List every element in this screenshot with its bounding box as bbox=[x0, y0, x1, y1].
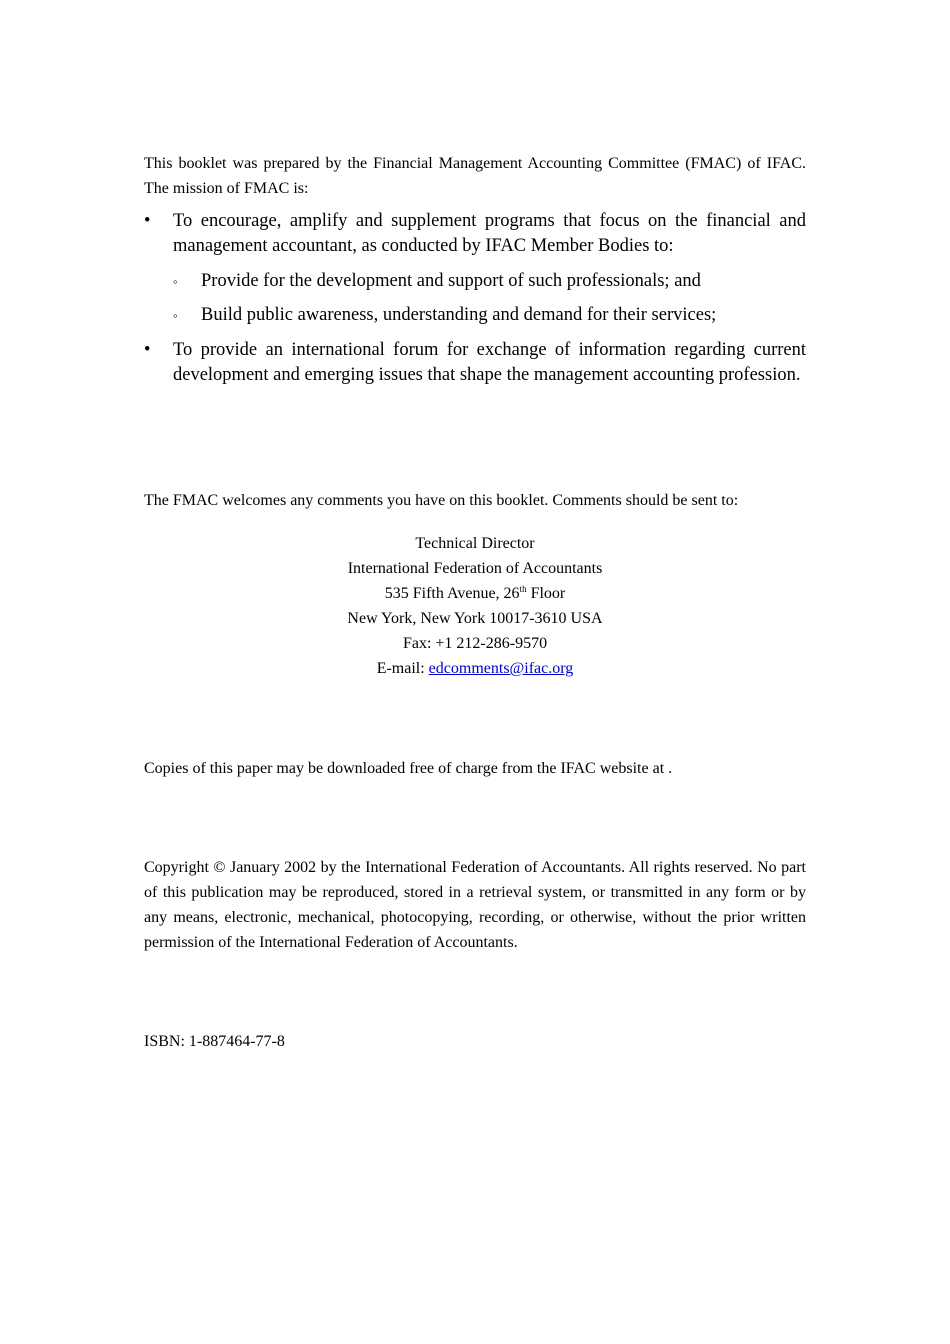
sub-bullet-icon: ◦ bbox=[173, 274, 178, 289]
contact-address bbox=[144, 531, 806, 681]
comments-invitation: The FMAC welcomes any comments you have on this booklet. Comments should be sent to: bbox=[144, 492, 739, 509]
mission-list bbox=[144, 209, 806, 388]
mission-item bbox=[144, 209, 806, 328]
address-floor: Floor bbox=[526, 585, 566, 602]
isbn: ISBN: 1-887464-77-8 bbox=[144, 1033, 285, 1050]
copyright-notice: Copyright © January 2002 by the International Federation of Accountants. All rights reserved. No part of this publication may be reproduced, stored in a retrieval system, or transmitted in any form or by any means, electronic, mechanical, photocopying, recording, or otherwise, without the prior written permission of the International Federation of Accountants. bbox=[144, 859, 806, 951]
mission-item-text: To encourage, amplify and supplement programs that focus on the financial and management accountant, as conducted by IFAC Member Bodies to: bbox=[173, 211, 806, 256]
sub-bullet-icon: ◦ bbox=[173, 308, 178, 323]
address-city: New York, New York 10017-3610 USA bbox=[347, 610, 603, 627]
address-organization: International Federation of Accountants bbox=[347, 560, 603, 577]
mission-item-text: To provide an international forum for exchange of information regarding current development and emerging issues that shape the management accounting profession. bbox=[173, 340, 806, 385]
bullet-icon: • bbox=[144, 340, 151, 360]
email-link[interactable]: edcomments@ifac.org bbox=[428, 660, 574, 677]
address-street bbox=[144, 581, 806, 606]
mission-item bbox=[144, 338, 806, 388]
intro-paragraph: This booklet was prepared by the Financial Management Accounting Committee (FMAC) of IFAC. The mission of FMAC is: bbox=[144, 155, 806, 197]
email-label: E-mail: bbox=[376, 660, 429, 677]
mission-sub-item bbox=[173, 269, 806, 294]
mission-sub-list bbox=[173, 269, 806, 328]
download-notice: Copies of this paper may be downloaded free of charge from the IFAC website at . bbox=[144, 760, 673, 777]
address-fax: Fax: +1 212-286-9570 bbox=[402, 635, 548, 652]
address-street-number: 535 Fifth Avenue, 26 bbox=[384, 585, 520, 602]
mission-sub-item-text: Build public awareness, understanding and demand for their services; bbox=[201, 305, 717, 325]
mission-sub-item-text: Provide for the development and support of such professionals; and bbox=[201, 271, 701, 291]
bullet-icon: • bbox=[144, 211, 151, 231]
ordinal-suffix: th bbox=[519, 584, 527, 594]
address-email bbox=[144, 656, 806, 681]
mission-sub-item bbox=[173, 303, 806, 328]
address-title: Technical Director bbox=[415, 535, 535, 552]
